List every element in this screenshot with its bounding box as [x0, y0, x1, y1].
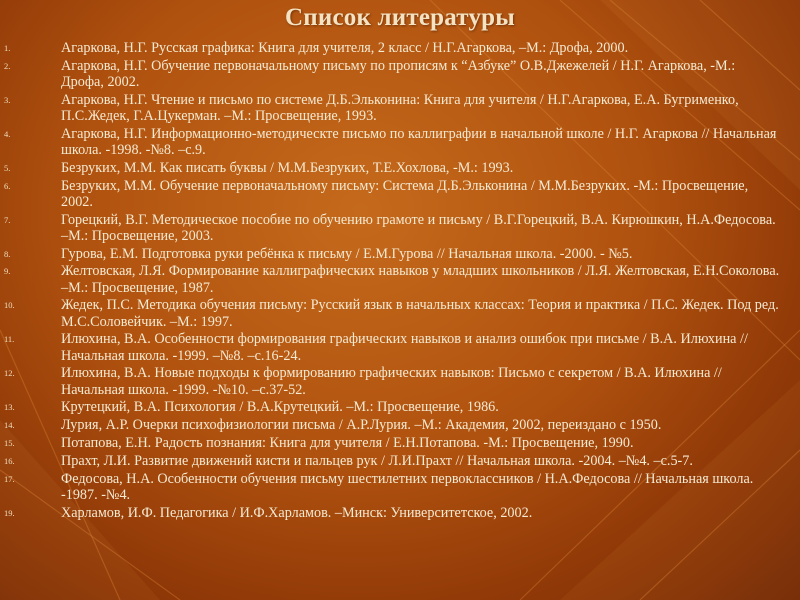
reference-number: 1. [4, 43, 11, 53]
reference-item [0, 453, 800, 469]
reference-item [0, 365, 800, 397]
reference-text: Агаркова, Н.Г. Информационно-методическте письмо по каллиграфии в начальной школе / Н.Г. Агаркова // Начальная школа. -1998. -№8. –с.9. [61, 125, 777, 158]
reference-item [0, 505, 800, 521]
reference-text: Прахт, Л.И. Развитие движений кисти и пальцев рук / Л.И.Прахт // Начальная школа. -2004. –№4. –с.5-7. [61, 452, 693, 469]
reference-number: 12. [4, 368, 15, 379]
reference-number: 8. [4, 248, 11, 259]
reference-number: 17. [4, 473, 15, 484]
reference-item [0, 212, 800, 244]
reference-item [0, 435, 800, 451]
reference-number: 15. [4, 437, 15, 448]
reference-number: 3. [4, 94, 11, 105]
reference-number: 7. [4, 214, 11, 225]
reference-number: 2. [4, 60, 11, 71]
reference-item [0, 58, 800, 90]
reference-item [0, 178, 800, 210]
reference-text: Агаркова, Н.Г. Обучение первоначальному письму по прописям к “Азбуке” О.В.Джежелей / Н.Г. Агаркова, -М.: Дрофа, 2002. [61, 57, 736, 90]
reference-text: Лурия, А.Р. Очерки психофизиологии письма / А.Р.Лурия. –М.: Академия, 2002, переиздано с 1950. [61, 417, 662, 434]
reference-number: 11. [4, 334, 15, 345]
reference-text: Гурова, Е.М. Подготовка руки ребёнка к письму / Е.М.Гурова // Начальная школа. -2000. - №5. [61, 245, 633, 262]
reference-text: Безруких, М.М. Как писать буквы / М.М.Безруких, Т.Е.Хохлова, -М.: 1993. [61, 159, 514, 176]
reference-number: 16. [4, 455, 15, 466]
reference-number: 14. [4, 420, 15, 431]
reference-item [0, 471, 800, 503]
reference-number: 5. [4, 162, 11, 173]
reference-item [0, 160, 800, 176]
reference-item [0, 263, 800, 295]
reference-item [0, 417, 800, 433]
reference-text: Илюхина, В.А. Особенности формирования графических навыков и анализ ошибок при письме / В.А. Илюхина // Начальная школа. -1999. –№8. –с.16-24. [61, 331, 748, 364]
reference-text: Желтовская, Л.Я. Формирование каллиграфических навыков у младших школьников / Л.Я. Желтовская, Е.Н.Соколова. –М.: Просвещение, 1987. [61, 263, 780, 296]
reference-text: Агаркова, Н.Г. Русская графика: Книга для учителя, 2 класс / Н.Г.Агаркова, –М.: Дрофа, 2000. [61, 40, 629, 56]
reference-number: 6. [4, 180, 11, 191]
reference-item [0, 246, 800, 262]
reference-item [0, 126, 800, 158]
reference-item [0, 92, 800, 124]
reference-number: 4. [4, 128, 11, 139]
reference-text: Безруких, М.М. Обучение первоначальному письму: Система Д.Б.Эльконина / М.М.Безруких. -М.: Просвещение, 2002. [61, 177, 749, 210]
reference-number: 10. [4, 300, 15, 311]
reference-item [0, 40, 800, 56]
reference-text: Илюхина, В.А. Новые подходы к формированию графических навыков: Письмо с секретом / В.А. Илюхина // Начальная школа. -1999. -№10. –с.37-52. [61, 365, 722, 398]
reference-item [0, 399, 800, 415]
reference-text: Крутецкий, В.А. Психология / В.А.Крутецкий. –М.: Просвещение, 1986. [61, 399, 499, 416]
reference-text: Жедек, П.С. Методика обучения письму: Русский язык в начальных классах: Теория и практика / П.С. Жедек. Под ред. М.С.Соловейчик. –М.: 1997. [61, 297, 779, 330]
reference-number: 9. [4, 266, 11, 277]
reference-text: Харламов, И.Ф. Педагогика / И.Ф.Харламов. –Минск: Университетское, 2002. [61, 504, 533, 521]
reference-text: Потапова, Е.Н. Радость познания: Книга для учителя / Е.Н.Потапова. -М.: Просвещение, 1990. [61, 434, 634, 451]
reference-number: 13. [4, 402, 15, 413]
reference-text: Агаркова, Н.Г. Чтение и письмо по системе Д.Б.Эльконина: Книга для учителя / Н.Г.Агаркова, Е.А. Бугрименко, П.С.Жедек, Г.А.Цукерман. –М.: Просвещение, 1993. [61, 91, 739, 124]
reference-item [0, 297, 800, 329]
reference-text: Горецкий, В.Г. Методическое пособие по обучению грамоте и письму / В.Г.Горецкий, В.А. Кирюшкин, Н.А.Федосова. –М.: Просвещение, 2003. [61, 211, 776, 244]
reference-item [0, 331, 800, 363]
reference-text: Федосова, Н.А. Особенности обучения письму шестилетних первоклассников / Н.А.Федосова // Начальная школа. -1987. -№4. [61, 470, 754, 503]
references-list [0, 40, 800, 522]
slide-title: Список литературы [285, 4, 515, 31]
reference-number: 19. [4, 507, 15, 518]
